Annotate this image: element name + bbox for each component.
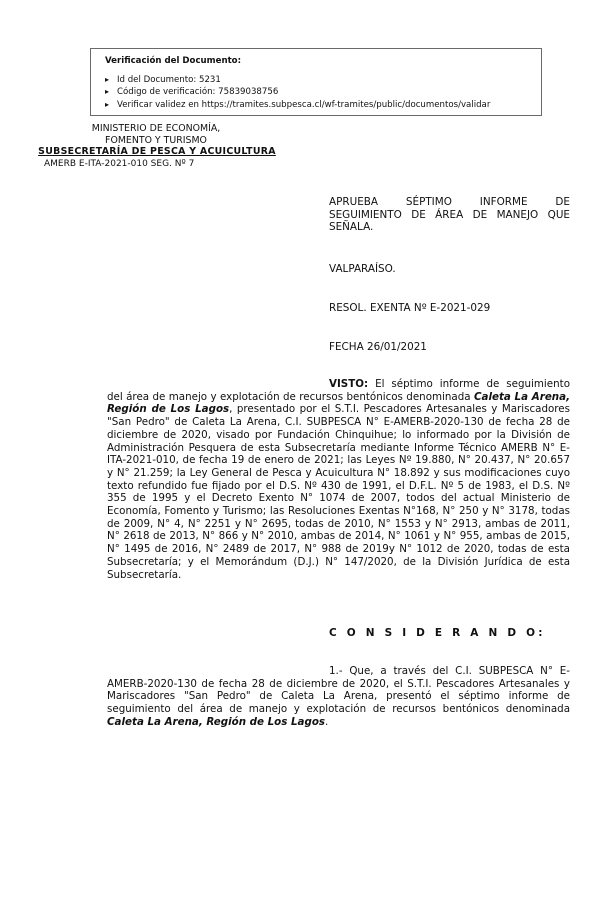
visto-label: VISTO:: [329, 378, 369, 390]
resolution-subject: APRUEBA SÉPTIMO INFORME DE SEGUIMIENTO DE ÁREA DE MANEJO QUE SEÑALA.: [329, 196, 570, 233]
resolution-number: RESOL. EXENTA Nº E-2021-029: [329, 302, 491, 314]
subsecretaria-title: SUBSECRETARÍA DE PESCA Y ACUICULTURA: [38, 146, 276, 157]
document-id: ▸ Id del Documento: 5231: [105, 74, 527, 87]
verification-title: Verificación del Documento:: [105, 56, 242, 66]
verification-url[interactable]: ▸ Verificar validez en https://tramites.subpesca.cl/wf-tramites/public/documentos/validar: [105, 99, 527, 112]
considerando-heading: C O N S I D E R A N D O:: [329, 627, 546, 639]
verification-list: [105, 74, 527, 112]
considerando-area-name: Caleta La Arena, Región de Los Lagos: [107, 715, 326, 728]
verification-box: [90, 48, 542, 116]
resolution-city: VALPARAÍSO.: [329, 263, 396, 275]
resolution-date: FECHA 26/01/2021: [329, 341, 427, 353]
considerando-text: 1.- Que, a través del C.I. SUBPESCA N° E-AMERB-2020-130 de fecha 28 de diciembre de 2020, el S.T.I. Pescadores Artesanales y Mariscadores "San Pedro" de Caleta La Arena, presentó el séptimo informe de seguimiento del área de manejo y explotación de recursos bentónicos denominada: [107, 665, 570, 716]
verification-code: ▸ Código de verificación: 75839038756: [105, 86, 527, 99]
considerando-end: .: [325, 715, 329, 728]
considerando-paragraph-1: [107, 665, 570, 729]
ministry-line-1: MINISTERIO DE ECONOMÍA,: [91, 123, 221, 134]
visto-text-b: , presentado por el S.T.I. Pescadores Artesanales y Mariscadores "San Pedro" de Caleta La Arena, C.I. SUBPESCA N° E-AMERB-2020-130 de fecha 28 de diciembre de 2020, visado por Fundación Chinquihue; lo informado por la División de Administración Pesquera de esta Subsecretaría mediante Informe Técnico AMERB N° E-ITA-2021-010, de fecha 19 de enero de 2021; las Leyes Nº 19.880, N° 20.437, N° 20.657 y N° 21.259; la Ley General de Pesca y Acuicultura N° 18.892 y sus modificaciones cuyo texto refundido fue fijado por el D.S. Nº 430 de 1991, el D.F.L. Nº 5 de 1983, el D.S. Nº 355 de 1995 y el Decreto Exento N° 1074 de 2007, todos del actual Ministerio de Economía, Fomento y Turismo; las Resoluciones Exentas N°168, N° 250 y N° 3178, todas de 2009, N° 4, N° 2251 y N° 2695, todas de 2010, N° 1553 y N° 2913, ambas de 2011, N° 2618 de 2013, N° 866 y N° 2010, ambas de 2014, N° 1061 y N° 955, ambas de 2015, N° 1495 de 2016, N° 2489 de 2017, N° 988 de 2019y N° 1012 de 2020, todas de esta Subsecretaría; y el Memorándum (D.J.) N° 147/2020, de la División Jurídica de esta Subsecretaría.: [107, 403, 570, 581]
ministry-line-2: FOMENTO Y TURISMO: [105, 135, 207, 146]
visto-paragraph: [107, 378, 570, 581]
visto-area-name: Caleta La Arena, Región de Los Lagos: [107, 390, 570, 416]
reference-number: AMERB E-ITA-2021-010 SEG. Nº 7: [44, 159, 195, 169]
visto-text-a: El séptimo informe de seguimiento del área de manejo y explotación de recursos bentónicos denominada: [107, 378, 570, 403]
